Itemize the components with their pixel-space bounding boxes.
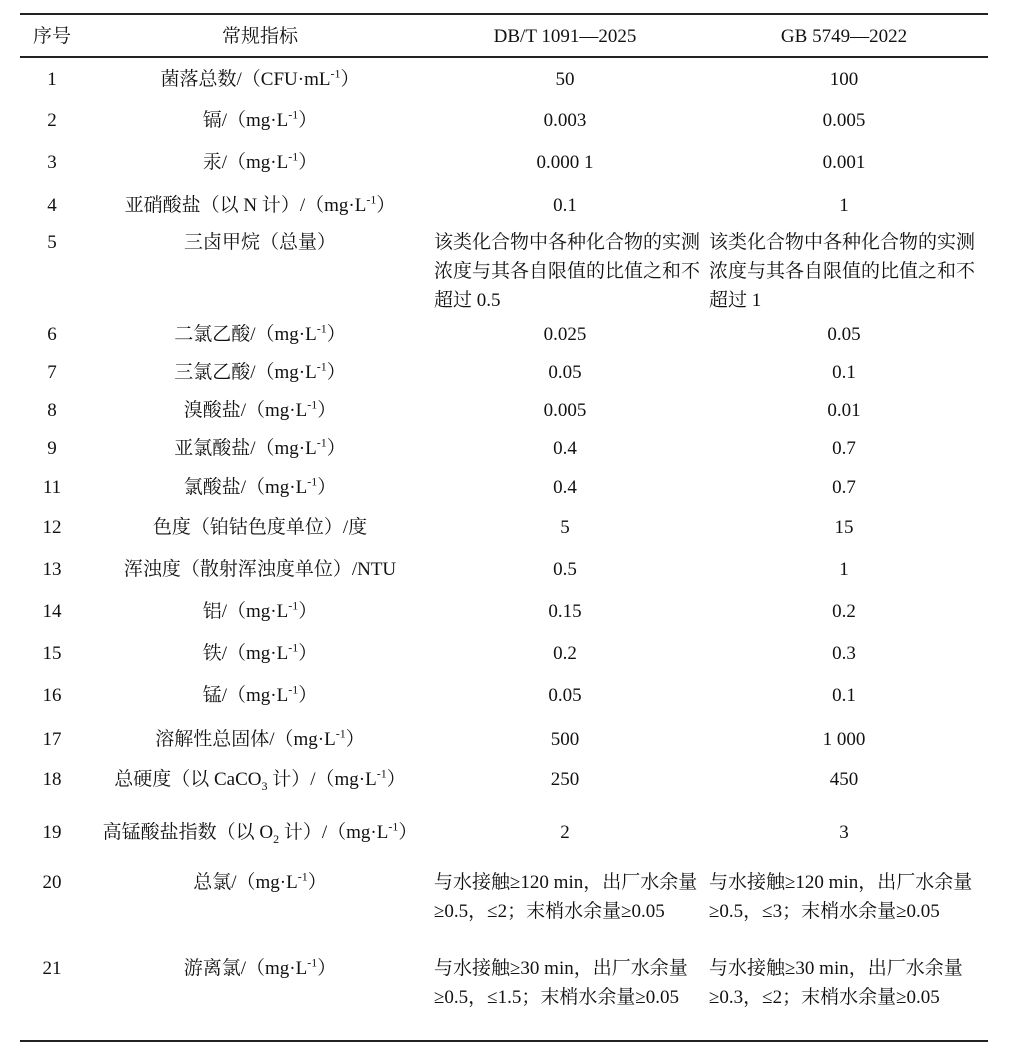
indicator-text: 色度（铂钴色度单位）/度 xyxy=(152,517,368,538)
row-number: 15 xyxy=(42,643,62,664)
indicator-name xyxy=(86,954,434,984)
gb-limit-value: 0.7 xyxy=(832,438,856,459)
db-limit-value: 0.003 xyxy=(543,110,587,131)
db-limit-value: 500 xyxy=(550,729,580,750)
indicator-text: 氯酸盐/（mg·L xyxy=(183,477,308,498)
gb-limit-value: 0.1 xyxy=(832,685,856,706)
indicator-text: 溶解性总固体/（mg·L xyxy=(155,729,336,750)
superscript: -1 xyxy=(288,640,299,655)
indicator-text: ） xyxy=(317,958,337,979)
row-number: 18 xyxy=(42,769,62,790)
db-limit-value: 0.000 1 xyxy=(536,152,594,173)
table-header-rule xyxy=(20,56,988,58)
gb-limit-value: 0.1 xyxy=(832,362,856,383)
indicator-name xyxy=(86,725,434,755)
indicator-text: ） xyxy=(307,872,327,893)
subscript: 3 xyxy=(261,778,268,793)
row-number: 7 xyxy=(47,362,57,383)
indicator-name xyxy=(86,473,434,503)
indicator-name xyxy=(86,818,434,848)
db-limit-value: 5 xyxy=(560,517,570,538)
db-limit-value: 0.025 xyxy=(543,324,587,345)
gb-limit-value: 450 xyxy=(829,769,859,790)
db-limit-value: 50 xyxy=(555,69,575,90)
gb-limit-value: 1 xyxy=(839,195,849,216)
db-limit-value: 0.5 xyxy=(553,559,577,580)
indicator-text: 二氯乙酸/（mg·L xyxy=(174,324,317,345)
db-limit-value: 0.05 xyxy=(548,362,582,383)
row-number: 17 xyxy=(42,729,62,750)
superscript: -1 xyxy=(330,66,341,81)
indicator-name xyxy=(86,191,434,221)
gb-limit-value: 100 xyxy=(829,69,859,90)
table-bottom-rule xyxy=(20,1040,988,1042)
indicator-text: 三氯乙酸/（mg·L xyxy=(174,362,317,383)
indicator-name xyxy=(86,434,434,464)
indicator-name xyxy=(86,358,434,388)
indicator-text: 菌落总数/（CFU·mL xyxy=(160,69,331,90)
indicator-text: ） xyxy=(317,477,337,498)
db-limit-value: 0.4 xyxy=(553,438,577,459)
row-number: 1 xyxy=(47,69,57,90)
db-limit-value: 与水接触≥30 min，出厂水余量≥0.5，≤1.5；末梢水余量≥0.05 xyxy=(434,958,688,1008)
db-limit-value: 0.15 xyxy=(548,601,582,622)
gb-limit-value: 0.7 xyxy=(832,477,856,498)
superscript: -1 xyxy=(307,397,318,412)
indicator-text: ） xyxy=(398,822,418,843)
db-limit-value: 2 xyxy=(560,822,570,843)
db-limit-value: 该类化合物中各种化合物的实测浓度与其各自限值的比值之和不超过 0.5 xyxy=(434,232,701,311)
db-limit-value: 0.4 xyxy=(553,477,577,498)
indicator-text: 汞/（mg·L xyxy=(202,152,289,173)
indicator-text: ） xyxy=(326,438,346,459)
superscript: -1 xyxy=(307,474,318,489)
superscript: -1 xyxy=(335,726,346,741)
indicator-name xyxy=(86,868,434,898)
indicator-text: 亚氯酸盐/（mg·L xyxy=(174,438,317,459)
row-number: 12 xyxy=(42,517,62,538)
indicator-text: 铁/（mg·L xyxy=(202,643,289,664)
superscript: -1 xyxy=(288,149,299,164)
subscript: 2 xyxy=(273,831,280,846)
gb-limit-value: 0.005 xyxy=(822,110,866,131)
indicator-text: 镉/（mg·L xyxy=(202,110,289,131)
indicator-text: 计）/（mg·L xyxy=(267,769,377,790)
gb-limit-value: 与水接触≥120 min，出厂水余量≥0.5，≤3；末梢水余量≥0.05 xyxy=(709,872,973,922)
superscript: -1 xyxy=(316,435,327,450)
superscript: -1 xyxy=(376,766,387,781)
indicator-name xyxy=(86,396,434,426)
db-limit-value: 250 xyxy=(550,769,580,790)
indicator-name xyxy=(86,65,434,95)
superscript: -1 xyxy=(307,955,318,970)
indicator-text: ） xyxy=(386,769,406,790)
gb-limit-value: 3 xyxy=(839,822,849,843)
row-number: 16 xyxy=(42,685,62,706)
indicator-text: 三卤甲烷（总量） xyxy=(183,232,336,253)
superscript: -1 xyxy=(316,359,327,374)
indicator-text: 游离氯/（mg·L xyxy=(183,958,308,979)
db-limit-value: 0.2 xyxy=(553,643,577,664)
indicator-text: 铝/（mg·L xyxy=(202,601,289,622)
db-limit-value: 0.005 xyxy=(543,400,587,421)
db-limit-value: 0.1 xyxy=(553,195,577,216)
indicator-name xyxy=(86,639,434,669)
indicator-text: ） xyxy=(298,643,318,664)
row-number: 14 xyxy=(42,601,62,622)
indicator-text: ） xyxy=(376,195,396,216)
indicator-text: 总氯/（mg·L xyxy=(193,872,298,893)
gb-limit-value: 与水接触≥30 min，出厂水余量≥0.3，≤2；末梢水余量≥0.05 xyxy=(709,958,963,1008)
indicator-text: 计）/（mg·L xyxy=(279,822,389,843)
indicator-name xyxy=(86,681,434,711)
superscript: -1 xyxy=(388,819,399,834)
indicator-text: ） xyxy=(326,362,346,383)
superscript: -1 xyxy=(297,869,308,884)
superscript: -1 xyxy=(288,598,299,613)
header-gb: GB 5749—2022 xyxy=(780,26,908,47)
indicator-text: ） xyxy=(298,685,318,706)
indicator-text: ） xyxy=(340,69,360,90)
gb-limit-value: 1 xyxy=(839,559,849,580)
db-limit-value: 与水接触≥120 min，出厂水余量≥0.5，≤2；末梢水余量≥0.05 xyxy=(434,872,698,922)
indicator-text: ） xyxy=(298,152,318,173)
indicator-name xyxy=(86,106,434,136)
superscript: -1 xyxy=(288,107,299,122)
superscript: -1 xyxy=(316,321,327,336)
indicator-name xyxy=(86,228,434,258)
indicator-text: 浑浊度（散射浑浊度单位）/NTU xyxy=(123,559,397,580)
row-number: 20 xyxy=(42,872,62,893)
row-number: 19 xyxy=(42,822,62,843)
row-number: 3 xyxy=(47,152,57,173)
gb-limit-value: 0.001 xyxy=(822,152,866,173)
indicator-text: 溴酸盐/（mg·L xyxy=(183,400,308,421)
indicator-text: ） xyxy=(317,400,337,421)
row-number: 13 xyxy=(42,559,62,580)
indicator-text: ） xyxy=(326,324,346,345)
indicator-text: 总硬度（以 CaCO xyxy=(114,769,262,790)
gb-limit-value: 该类化合物中各种化合物的实测浓度与其各自限值的比值之和不超过 1 xyxy=(709,232,976,311)
indicator-text: ） xyxy=(298,601,318,622)
header-db: DB/T 1091—2025 xyxy=(493,26,637,47)
row-number: 5 xyxy=(47,232,57,253)
row-number: 8 xyxy=(47,400,57,421)
header-no: 序号 xyxy=(32,26,71,47)
indicator-name xyxy=(86,555,434,585)
db-limit-value: 0.05 xyxy=(548,685,582,706)
indicator-text: 锰/（mg·L xyxy=(202,685,289,706)
row-number: 6 xyxy=(47,324,57,345)
indicator-name xyxy=(86,148,434,178)
superscript: -1 xyxy=(288,682,299,697)
indicator-name xyxy=(86,513,434,543)
gb-limit-value: 0.2 xyxy=(832,601,856,622)
indicator-name xyxy=(86,597,434,627)
gb-limit-value: 0.05 xyxy=(827,324,861,345)
indicator-text: 亚硝酸盐（以 N 计）/（mg·L xyxy=(124,195,367,216)
indicator-text: ） xyxy=(298,110,318,131)
header-indicator: 常规指标 xyxy=(221,26,298,47)
gb-limit-value: 0.01 xyxy=(827,400,861,421)
row-number: 21 xyxy=(42,958,62,979)
gb-limit-value: 0.3 xyxy=(832,643,856,664)
superscript: -1 xyxy=(366,192,377,207)
row-number: 4 xyxy=(47,195,57,216)
gb-limit-value: 1 000 xyxy=(822,729,866,750)
indicator-name xyxy=(86,765,434,795)
table-top-rule xyxy=(20,13,988,15)
gb-limit-value: 15 xyxy=(834,517,854,538)
row-number: 2 xyxy=(47,110,57,131)
row-number: 9 xyxy=(47,438,57,459)
row-number: 11 xyxy=(42,477,62,498)
indicator-text: ） xyxy=(345,729,365,750)
indicator-name xyxy=(86,320,434,350)
indicator-text: 高锰酸盐指数（以 O xyxy=(102,822,274,843)
